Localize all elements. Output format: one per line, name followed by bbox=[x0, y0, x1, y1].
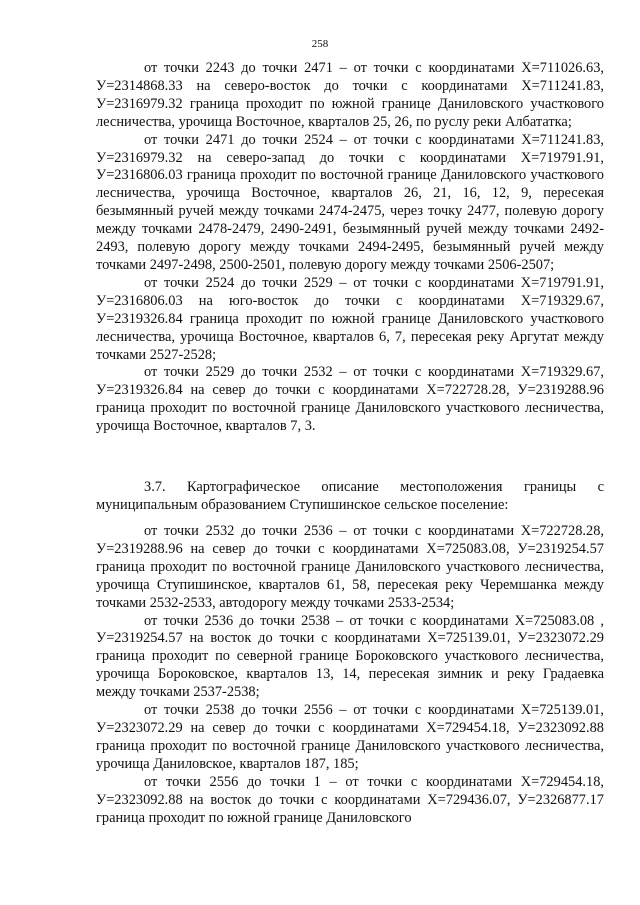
section-heading-block bbox=[96, 479, 604, 515]
boundary-segment-paragraph: от точки 2529 до точки 2532 – от точки с координатами Х=719329.67, У=2319326.84 на север до точки с координатами Х=722728.28, У=2319288.96 граница проходит по восточной границе Даниловского участкового лесничества, урочища Восточное, кварталов 7, 3. bbox=[96, 364, 604, 435]
boundary-description-block bbox=[96, 523, 604, 827]
boundary-segment-paragraph: от точки 2243 до точки 2471 – от точки с координатами Х=711026.63, У=2314868.33 на северо-восток до точки с координатами Х=711241.83, У=2316979.32 граница проходит по южной границе Даниловского участкового лесничества, урочища Восточное, кварталов 25, 26, по руслу реки Албататка; bbox=[96, 60, 604, 130]
boundary-segment-paragraph: от точки 2532 до точки 2536 – от точки с координатами Х=722728.28, У=2319288.96 на север до точки с координатами Х=725083.08, У=2319254.57 граница проходит по восточной границе Даниловского участкового лесничества, урочища Ступишинское, кварталов 61, 58, пересекая реку Черемшанка между точками 2532-2533, автодорогу между точками 2533-2534; bbox=[96, 523, 604, 611]
boundary-segment-paragraph: от точки 2556 до точки 1 – от точки с координатами Х=729454.18, У=2323092.88 на восток до точки с координатами Х=729436.07, У=2326877.17 граница проходит по южной границе Даниловского bbox=[96, 773, 604, 826]
boundary-segment-paragraph: от точки 2471 до точки 2524 – от точки с координатами Х=711241.83, У=2316979.32 на северо-запад до точки с координатами Х=719791.91, У=2316806.03 граница проходит по восточной границе Даниловского участкового лесничества, урочища Восточное, кварталов 26, 21, 16, 12, 9, пересекая безымянный ручей между точками 2474-2475, через точку 2477, полевую дорогу между точками 2478-2479, 2490-2491, безымянный ручей между точками 2492-2493, полевую дорогу между точками 2494-2495, безымянный ручей между точками 2497-2498, 2500-2501, полевую дорогу между точками 2506-2507; bbox=[96, 131, 604, 273]
page-number: 258 bbox=[311, 38, 329, 50]
boundary-segment-paragraph: от точки 2536 до точки 2538 – от точки с координатами Х=725083.08 , У=2319254.57 на восток до точки с координатами Х=725139.01, У=2323072.29 граница проходит по северной границе Бороковского участкового лесничества, урочища Бороковское, кварталов 13, 14, пересекая зимник и реку Градаевка между точками 2537-2538; bbox=[96, 612, 604, 701]
section-heading: 3.7. Картографическое описание местоположения границы с муниципальным образованием Ступишинское сельское поселение: bbox=[96, 479, 604, 513]
boundary-segment-paragraph: от точки 2538 до точки 2556 – от точки с координатами Х=725139.01, У=2323072.29 на север до точки с координатами Х=729454.18, У=2323092.88 граница проходит по восточной границе Даниловского участкового лесничества, урочища Даниловское, кварталов 187, 185; bbox=[96, 702, 604, 772]
boundary-description-block bbox=[96, 60, 604, 436]
boundary-segment-paragraph: от точки 2524 до точки 2529 – от точки с координатами Х=719791.91, У=2316806.03 на юго-восток до точки с координатами Х=719329.67, У=2319326.84 граница проходит по южной границе Даниловского участкового лесничества, урочища Восточное, кварталов 6, 7, пересекая реку Аргутат между точками 2527-2528; bbox=[96, 274, 604, 363]
